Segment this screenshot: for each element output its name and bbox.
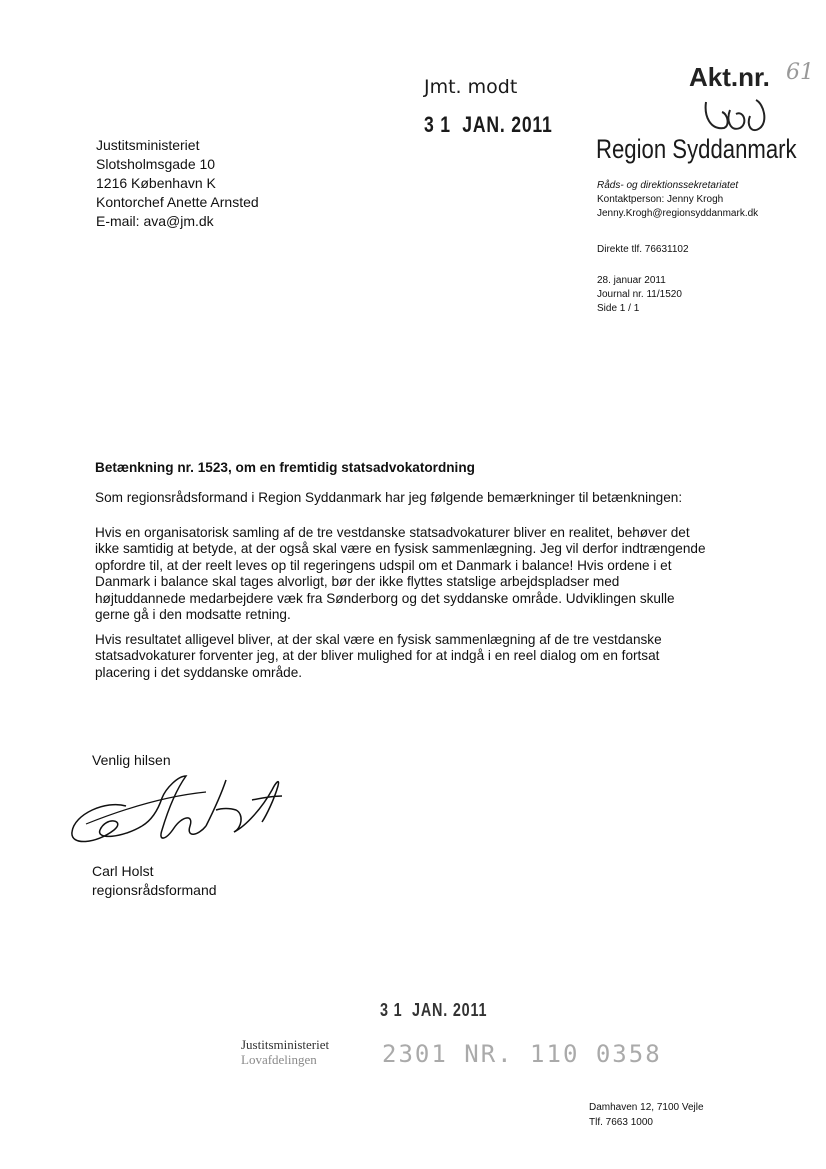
- journal-number: Journal nr. 11/1520: [597, 289, 682, 300]
- footer-address-block: [589, 1100, 704, 1130]
- signer-name: Carl Holst: [92, 863, 154, 879]
- region-logo-text: Region Syddanmark: [596, 134, 797, 164]
- recipient-line: Kontorchef Anette Arnsted: [96, 194, 259, 210]
- letter-paragraph-1: [95, 525, 735, 623]
- signer-block: [92, 862, 217, 900]
- bottom-stamp-date: 3 1 JAN. 2011: [380, 1000, 488, 1020]
- sender-email: Jenny.Krogh@regionsyddanmark.dk: [597, 208, 759, 219]
- recipient-address: [96, 136, 259, 231]
- paragraph-line: Danmark i balance skal tages alvorligt, bør der ikke flyttes statslige arbejdspladser med: [95, 574, 620, 590]
- letter-meta: [597, 274, 682, 316]
- recipient-line: Slotsholmsgade 10: [96, 156, 216, 172]
- sender-phone: Direkte tlf. 76631102: [597, 244, 689, 255]
- paragraph-line: placering i det syddanske område.: [95, 664, 303, 680]
- letter-date: 28. januar 2011: [597, 275, 666, 286]
- bottom-stamp-ministry: Justitsministeriet: [241, 1037, 330, 1052]
- paragraph-line: højtuddannede medarbejdere væk fra Sønderborg og det syddanske område. Udviklingen skulle: [95, 590, 675, 606]
- sender-department: Råds- og direktionssekretariatet: [597, 180, 739, 191]
- sender-contact: Kontaktperson: Jenny Krogh: [597, 194, 724, 205]
- paragraph-line: opfordre til, at der reelt leves op til regeringens udspil om et Danmark i balance! Hvis ordene i et: [95, 557, 672, 573]
- received-stamp-date: 3 1 JAN. 2011: [424, 112, 553, 137]
- akt-number-label: Akt.nr.: [689, 62, 770, 92]
- page-number: Side 1 / 1: [597, 303, 640, 314]
- handwritten-signature: [66, 770, 286, 855]
- paragraph-line: Hvis en organisatorisk samling af de tre vestdanske statsadvokaturer bliver en realitet, behøver det: [95, 525, 690, 540]
- bottom-stamp-office: Lovafdelingen: [241, 1052, 317, 1067]
- akt-handwritten-scribble: [700, 96, 780, 138]
- received-stamp-label: Jmt. modt: [424, 76, 518, 98]
- sender-phone-block: [597, 243, 689, 257]
- signer-title: regionsrådsformand: [92, 882, 217, 898]
- letter-paragraph-2: [95, 632, 735, 681]
- footer-phone: Tlf. 7663 1000: [589, 1117, 653, 1128]
- footer-address: Damhaven 12, 7100 Vejle: [589, 1102, 704, 1113]
- paragraph-line: ikke samtidig at betyde, at der også skal være en fysisk sammenlægning. Jeg vil derfor indtrængende: [95, 541, 706, 557]
- paragraph-line: statsadvokaturer forventer jeg, at der bliver mulighed for at indgå i en reel dialog om en fortsat: [95, 648, 660, 664]
- recipient-line: E-mail: ava@jm.dk: [96, 213, 214, 229]
- sender-info: [597, 179, 758, 221]
- paragraph-line: Hvis resultatet alligevel bliver, at der skal være en fysisk sammenlægning af de tre vestdanske: [95, 632, 662, 647]
- recipient-line: 1216 København K: [96, 175, 216, 191]
- akt-number-handwritten: 61: [786, 60, 814, 85]
- closing-greeting: Venlig hilsen: [92, 752, 171, 768]
- recipient-line: Justitsministeriet: [96, 137, 200, 153]
- bottom-stamp-ministry-block: [241, 1037, 329, 1067]
- bottom-stamp-number: 2301 NR. 110 0358: [382, 1040, 662, 1068]
- paragraph-line: gerne gå i den modsatte retning.: [95, 607, 291, 623]
- letter-intro: Som regionsrådsformand i Region Syddanmark har jeg følgende bemærkninger til betænkningen:: [95, 490, 683, 505]
- letter-subject: Betænkning nr. 1523, om en fremtidig statsadvokatordning: [95, 460, 475, 475]
